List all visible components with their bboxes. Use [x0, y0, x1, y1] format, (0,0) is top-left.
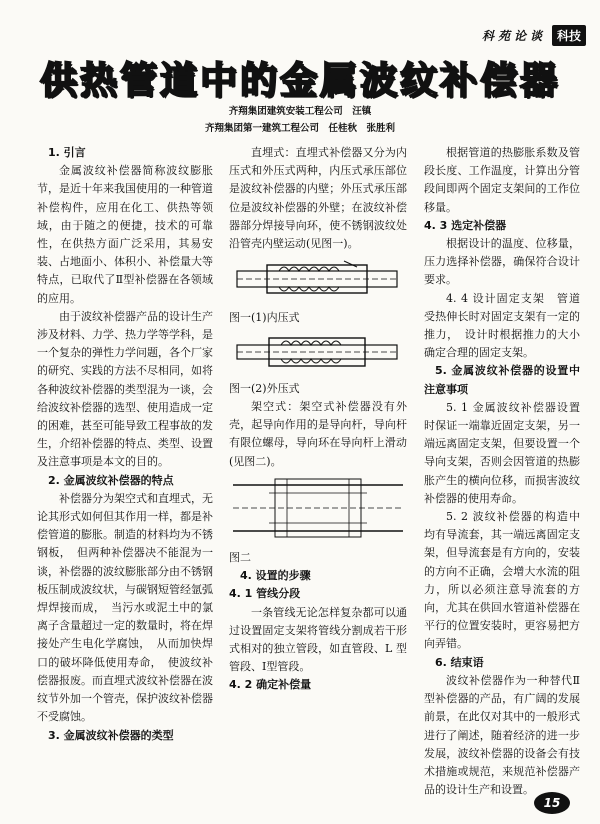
- paragraph: 根据设计的温度、位移量，压力选择补偿器，确保符合设计要求。: [424, 237, 580, 287]
- paragraph: 补偿器分为架空式和直埋式，无论其形式如何但其作用一样，都是补偿管道的膨胀。制造的材料均为不锈钢板， 但两种补偿器决不能混为一谈，补偿器的波纹膨胀部分由不锈钢板压制成波纹状，与碳钢短管经氩弧焊焊接而成， 当污水或泥土中的氯离子含量超过一定的数量时，将在焊接处产生电化学腐蚀， 从而加快焊口的破坏降低使用寿命， 使波纹补偿器报废。而直埋式波纹补偿器在波纹节外加一个管壳，保护波纹补偿器不受腐蚀。: [37, 491, 213, 724]
- paragraph: 一条管线无论怎样复杂都可以通过设置固定支架将管线分割成若干形式相对的独立管段，如直管段、L 型管段、Ⅰ型管段。: [229, 605, 407, 674]
- subsection-paragraph: 4. 4 设计固定支架 管道受热伸长时对固定支架有一定的推力， 设计时根据推力的大小确定合理的固定支架。: [424, 291, 580, 360]
- subsection-heading: 4. 2 确定补偿量: [229, 678, 312, 692]
- section-heading: 2. 金属波纹补偿器的特点: [48, 473, 174, 487]
- section-heading: 1. 引言: [48, 146, 86, 159]
- paragraph: 5. 2 波纹补偿器的构造中均有导流套，其一端远离固定支架，但导流套是有方向的，安装的方向不正确，会增大水流的阻力，所以必须注意导流套的方向，尤其在供回水管道补偿器在平行的位置安装时，更容易把方向弄错。: [424, 510, 580, 651]
- section-label: 科苑论谈: [481, 28, 546, 43]
- figure-2-overhead: [229, 475, 407, 541]
- paragraph: 由于波纹补偿器产品的设计生产涉及材料、力学、热力学等学科，是一个复杂的弹性力学问题，各个厂家的研究、实践的方法不尽相同，如将各种波纹补偿器的类型混为一谈，会给波纹补偿器的选型、使用造成一定的困难，甚至可能导致工程事故的发生，介绍补偿器的特点、类型、设置及注意事项是本文的目的。: [37, 309, 213, 469]
- section-heading: 4. 设置的步骤: [240, 569, 311, 583]
- page-number: 15: [534, 792, 570, 814]
- column-3: [424, 144, 580, 799]
- article-title: 供热管道中的金属波纹补偿器: [40, 59, 560, 102]
- figure-caption: 图一(1)内压式: [229, 311, 300, 325]
- subsection-heading: 4. 1 管线分段: [229, 587, 301, 601]
- journal-header: [482, 24, 586, 46]
- paragraph: 金属波纹补偿器简称波纹膨胀节，是近十年来我国使用的一种管道补偿构件，应用在化工、供热等领域，由于随之的便捷，技术的可靠性，在供热方面广泛采用，其易安装、占地面小、体积小、补偿量大等特点，已取代了Ⅱ型补偿器在各领域的应用。: [37, 164, 213, 305]
- figure-caption: 图一(2)外压式: [229, 381, 300, 395]
- section-heading: 3. 金属波纹补偿器的类型: [48, 728, 174, 742]
- section-heading: 6. 结束语: [435, 655, 484, 669]
- section-badge: 科技: [552, 25, 586, 46]
- paragraph: 5. 1 金属波纹补偿器设置时保证一端靠近固定支架，另一端远离固定支架，但要设置一个导向支架，否则会因管道的热膨胀产生的横向位移，而损害波纹补偿器的使用寿命。: [424, 400, 580, 505]
- paragraph: 波纹补偿器作为一种替代Ⅱ型补偿器的产品，有广阔的发展前景，在此仅对其中的一般形式进行了阐述，随着经济的进一步发展，波纹补偿器的设备会有技术措施或规范，来规范补偿器产品的设计生产和设置。: [424, 673, 580, 797]
- author-block: [0, 103, 600, 137]
- paragraph: 直埋式：直埋式补偿器又分为内压式和外压式两种，内压式承压部位是波纹补偿器的内壁；外压式承压部位是波纹补偿器的外壁；在波纹补偿器部分焊接导向环，使不锈钢波纹处沿管壳内壁运动(见图一)。: [229, 146, 407, 251]
- column-2: [229, 144, 407, 695]
- figure-caption: 图二: [229, 551, 251, 565]
- author-line: 齐翔集团第一建筑工程公司 任桂秋 张胜利: [204, 123, 395, 134]
- paragraph: 根据管道的热膨胀系数及管段长度、工作温度，计算出分管段间即两个固定支架间的工作位移量。: [424, 146, 580, 214]
- subsection-heading: 4. 3 选定补偿器: [424, 218, 507, 232]
- section-heading: 5. 金属波纹补偿器的设置中注意事项: [424, 364, 580, 396]
- figure-1-internal-pressure: [229, 257, 407, 301]
- author-line: 齐翔集团建筑安装工程公司 汪镇: [228, 106, 372, 117]
- figure-1-external-pressure: [229, 332, 407, 372]
- column-1: [37, 144, 213, 745]
- paragraph: 架空式：架空式补偿器没有外壳，起导向作用的是导向杆，导向杆有限位螺母，导向环在导向杆上滑动(见图二)。: [229, 400, 407, 468]
